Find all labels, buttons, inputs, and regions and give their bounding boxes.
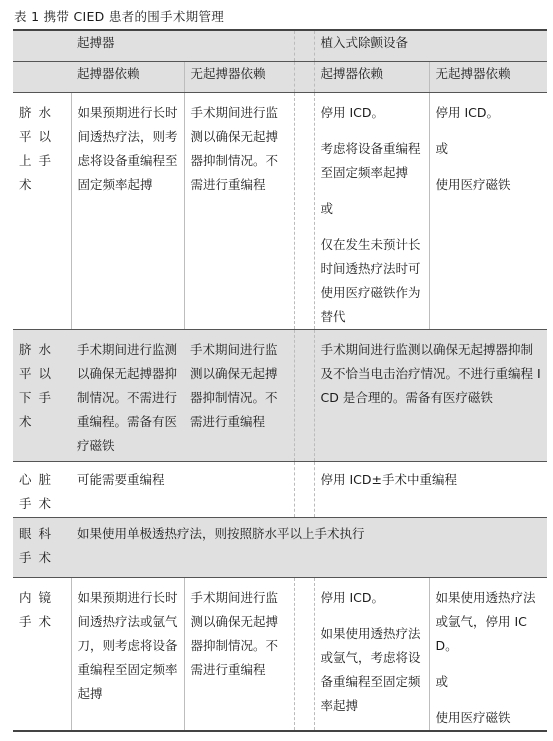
cell-text: 如果使用透热疗法或氩气，考虑将设备重编程至固定频率起搏 [320, 626, 421, 713]
header-icd-non-dependent: 无起搏器依赖 [429, 62, 547, 93]
row-endoscopic [13, 578, 547, 732]
cell-pm-dependent: 如果预期进行长时间透热疗法或氩气刀，则考虑将设备重编程至固定频率起搏 [71, 578, 184, 732]
header-pm-non-dependent: 无起搏器依赖 [184, 62, 294, 93]
cell-icd: 手术期间进行监测以确保无起搏器抑制及不恰当电击治疗情况。不进行重编程 ICD 是合理的。需备有医疗磁铁 [314, 330, 547, 462]
row-below-umbilicus [13, 330, 547, 462]
row-label: 眼科手术 [13, 518, 71, 578]
cell-text: 仅在发生未预计长时间透热疗法时可使用医疗磁铁作为替代 [320, 237, 421, 324]
header-row-dependency [13, 62, 547, 93]
cell-text: 停用 ICD。 [320, 590, 385, 605]
cell-text: 停用 ICD。 [320, 105, 385, 120]
cell-pm-dependent: 手术期间进行监测以确保无起搏器抑制情况。不需进行重编程。需备有医疗磁铁 [71, 330, 184, 462]
cell-pm-non-dependent: 手术期间进行监测以确保无起搏器抑制情况。不需进行重编程 [184, 330, 294, 462]
row-cardiac [13, 462, 547, 518]
cell-icd-dependent [314, 578, 429, 732]
header-pacemaker: 起搏器 [71, 30, 294, 62]
cell-text: 或 [435, 141, 449, 156]
cell-pm: 可能需要重编程 [71, 462, 294, 518]
cell-text: 使用医疗磁铁 [435, 177, 511, 192]
row-ophthalmic [13, 518, 547, 578]
table-caption: 表 1 携带 CIED 患者的围手术期管理 [14, 9, 225, 24]
cell-pm-non-dependent: 手术期间进行监测以确保无起搏器抑制情况。不需进行重编程 [184, 93, 294, 330]
cell-all-devices: 如果使用单极透热疗法，则按照脐水平以上手术执行 [71, 518, 547, 578]
header-icd-dependent: 起搏器依赖 [314, 62, 429, 93]
cell-text: 或 [435, 674, 449, 689]
header-row-device [13, 30, 547, 62]
cell-icd: 停用 ICD±手术中重编程 [314, 462, 547, 518]
cell-icd-dependent [314, 93, 429, 330]
row-label: 脐水平以下手术 [13, 330, 71, 462]
row-label: 脐水平以上手术 [13, 93, 71, 330]
header-pm-dependent: 起搏器依赖 [71, 62, 184, 93]
cell-text: 如果使用透热疗法或氩气，停用 ICD。 [435, 590, 536, 653]
cied-management-table [13, 29, 547, 732]
cell-icd-non-dependent [429, 578, 547, 732]
row-label: 心脏手术 [13, 462, 71, 518]
cell-pm-dependent: 如果预期进行长时间透热疗法，则考虑将设备重编程至固定频率起搏 [71, 93, 184, 330]
cell-pm-non-dependent: 手术期间进行监测以确保无起搏器抑制情况。不需进行重编程 [184, 578, 294, 732]
row-above-umbilicus [13, 93, 547, 330]
header-icd: 植入式除颤设备 [314, 30, 547, 62]
cell-text: 停用 ICD。 [435, 105, 500, 120]
cell-text: 使用医疗磁铁 [435, 710, 511, 725]
cell-icd-non-dependent [429, 93, 547, 330]
cell-text: 考虑将设备重编程至固定频率起搏 [320, 141, 421, 180]
row-label: 内镜手术 [13, 578, 71, 732]
cell-text: 或 [320, 201, 334, 216]
